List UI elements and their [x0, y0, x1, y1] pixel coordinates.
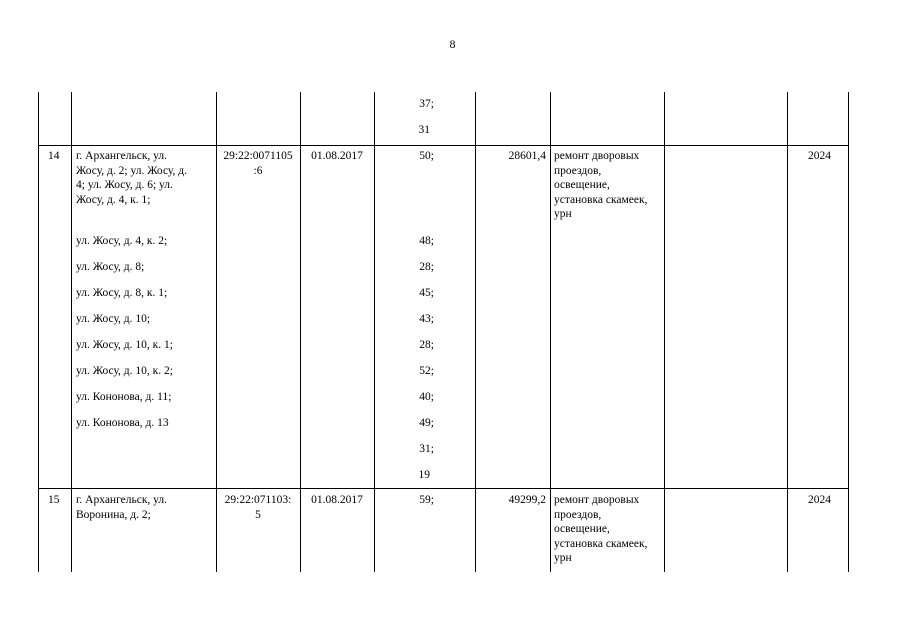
works-line: установка скамеек,	[554, 193, 648, 206]
count-cell: 37;	[419, 98, 434, 110]
count-cell: 28;	[419, 339, 434, 351]
date-cell: 01.08.2017	[311, 150, 363, 162]
works-line: освещение,	[554, 523, 610, 535]
row-divider	[38, 488, 849, 489]
cadastral-number: 29:22:071103:	[224, 494, 292, 506]
area-cell: 49299,2	[508, 494, 546, 506]
column-divider	[550, 92, 551, 572]
address-line: ул. Жосу, д. 8;	[76, 261, 145, 273]
count-cell: 50;	[419, 150, 434, 162]
cadastral-number: :6	[253, 164, 263, 177]
cadastral-number: 29:22:0071105	[223, 150, 293, 162]
address-line: ул. Жосу, д. 10;	[76, 313, 151, 325]
row-number: 14	[48, 150, 60, 162]
address-line: ул. Кононова, д. 11;	[76, 391, 172, 403]
row-number: 15	[48, 494, 60, 506]
count-cell: 48;	[419, 235, 434, 247]
address-line: 4; ул. Жосу, д. 6; ул.	[76, 179, 173, 191]
row-divider	[38, 145, 849, 146]
address-line: г. Архангельск, ул.	[76, 494, 168, 506]
count-cell: 40;	[419, 391, 434, 403]
count-cell: 19	[418, 469, 430, 481]
works-line: установка скамеек,	[554, 537, 648, 550]
address-line: ул. Жосу, д. 10, к. 1;	[76, 339, 173, 351]
count-cell: 31;	[419, 443, 434, 455]
works-line: урн	[554, 552, 572, 564]
address-line: ул. Жосу, д. 4, к. 2;	[76, 235, 168, 247]
count-cell: 45;	[419, 287, 434, 299]
works-line: ремонт дворовых	[554, 494, 640, 506]
works-line: урн	[554, 208, 572, 220]
address-line: Воронина, д. 2;	[76, 508, 151, 521]
address-line: ул. Жосу, д. 8, к. 1;	[76, 287, 168, 299]
table-border-right	[848, 92, 849, 572]
address-line: Жосу, д. 4, к. 1;	[76, 193, 151, 206]
works-line: проездов,	[554, 164, 602, 177]
year-cell: 2024	[808, 150, 831, 162]
cadastral-number: 5	[255, 508, 261, 521]
works-line: ремонт дворовых	[554, 150, 640, 162]
count-cell: 31	[418, 124, 430, 136]
page-number: 8	[449, 37, 456, 51]
address-line: Жосу, д. 2; ул. Жосу, д.	[76, 164, 187, 177]
date-cell: 01.08.2017	[311, 494, 363, 506]
count-cell: 43;	[419, 313, 434, 325]
address-line: ул. Кононова, д. 13	[76, 417, 169, 429]
count-cell: 59;	[419, 494, 434, 506]
table-border-left	[38, 92, 39, 572]
count-cell: 49;	[419, 417, 434, 429]
count-cell: 28;	[419, 261, 434, 273]
works-line: проездов,	[554, 508, 602, 521]
works-line: освещение,	[554, 179, 610, 191]
year-cell: 2024	[808, 494, 831, 506]
address-line: ул. Жосу, д. 10, к. 2;	[76, 365, 173, 377]
column-divider	[374, 92, 375, 572]
column-divider	[664, 92, 665, 572]
area-cell: 28601,4	[508, 150, 546, 162]
column-divider	[71, 92, 72, 572]
address-line: г. Архангельск, ул.	[76, 150, 168, 162]
count-cell: 52;	[419, 365, 434, 377]
